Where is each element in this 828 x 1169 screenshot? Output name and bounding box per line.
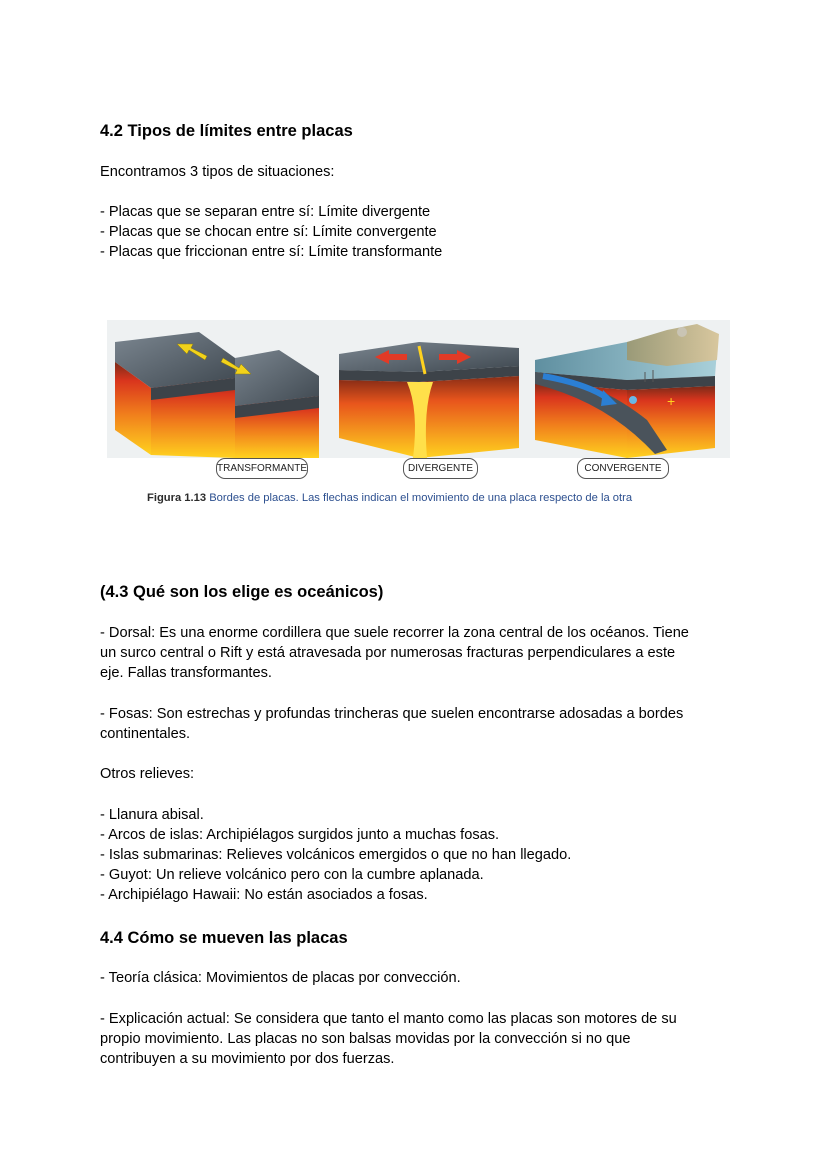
divergent-boundary-block (339, 342, 519, 458)
paragraph-line: eje. Fallas transformantes. (100, 665, 272, 681)
list-item: - Islas submarinas: Relieves volcánicos emergidos o que no han llegado. (100, 847, 572, 863)
list-item: - Arcos de islas: Archipiélagos surgidos junto a muchas fosas. (100, 827, 500, 843)
list-item: - Llanura abisal. (100, 807, 204, 823)
paragraph-line: continentales. (100, 726, 191, 742)
section-4-4-heading: 4.4 Cómo se mueven las placas (100, 929, 348, 947)
figure-caption-text: Bordes de placas. Las flechas indican el movimiento de una placa respecto de la otra (209, 492, 633, 504)
paragraph-line: propio movimiento. Las placas no son balsas movidas por la convección si no que (100, 1031, 631, 1047)
list-item: - Placas que friccionan entre sí: Límite transformante (100, 244, 443, 260)
paragraph-line: un surco central o Rift y está atravesada por numerosas fracturas perpendiculares a este (100, 645, 676, 661)
plate-boundaries-figure (107, 320, 730, 520)
volcano-spark-icon: + (667, 393, 676, 409)
label-divergente: DIVERGENTE (403, 458, 478, 479)
paragraph-line: - Dorsal: Es una enorme cordillera que suele recorrer la zona central de los océanos. Tiene (100, 625, 689, 641)
list-item: - Guyot: Un relieve volcánico pero con la cumbre aplanada. (100, 867, 484, 883)
paragraph-line: - Teoría clásica: Movimientos de placas por convección. (100, 970, 461, 986)
paragraph-line: - Fosas: Son estrechas y profundas trincheras que suelen encontrarse adosadas a bordes (100, 706, 684, 722)
list-item: - Placas que se separan entre sí: Límite divergente (100, 204, 431, 220)
section-4-3-heading: (4.3 Qué son los elige es oceánicos) (100, 583, 384, 601)
list-item: - Archipiélago Hawaii: No están asociados a fosas. (100, 887, 428, 903)
section-4-2-heading: 4.2 Tipos de límites entre placas (100, 122, 353, 140)
paragraph-line: contribuyen a su movimiento por dos fuerzas. (100, 1051, 395, 1067)
section-4-2-intro: Encontramos 3 tipos de situaciones: (100, 164, 335, 180)
figure-caption-number: Figura 1.13 (147, 492, 207, 504)
paragraph-line: - Explicación actual: Se considera que tanto el manto como las placas son motores de su (100, 1011, 677, 1027)
label-convergente: CONVERGENTE (577, 458, 669, 479)
otros-relieves-label: Otros relieves: (100, 766, 195, 782)
figure-caption (147, 492, 632, 504)
label-transformante: TRANSFORMANTE (216, 458, 308, 479)
list-item: - Placas que se chocan entre sí: Límite convergente (100, 224, 437, 240)
